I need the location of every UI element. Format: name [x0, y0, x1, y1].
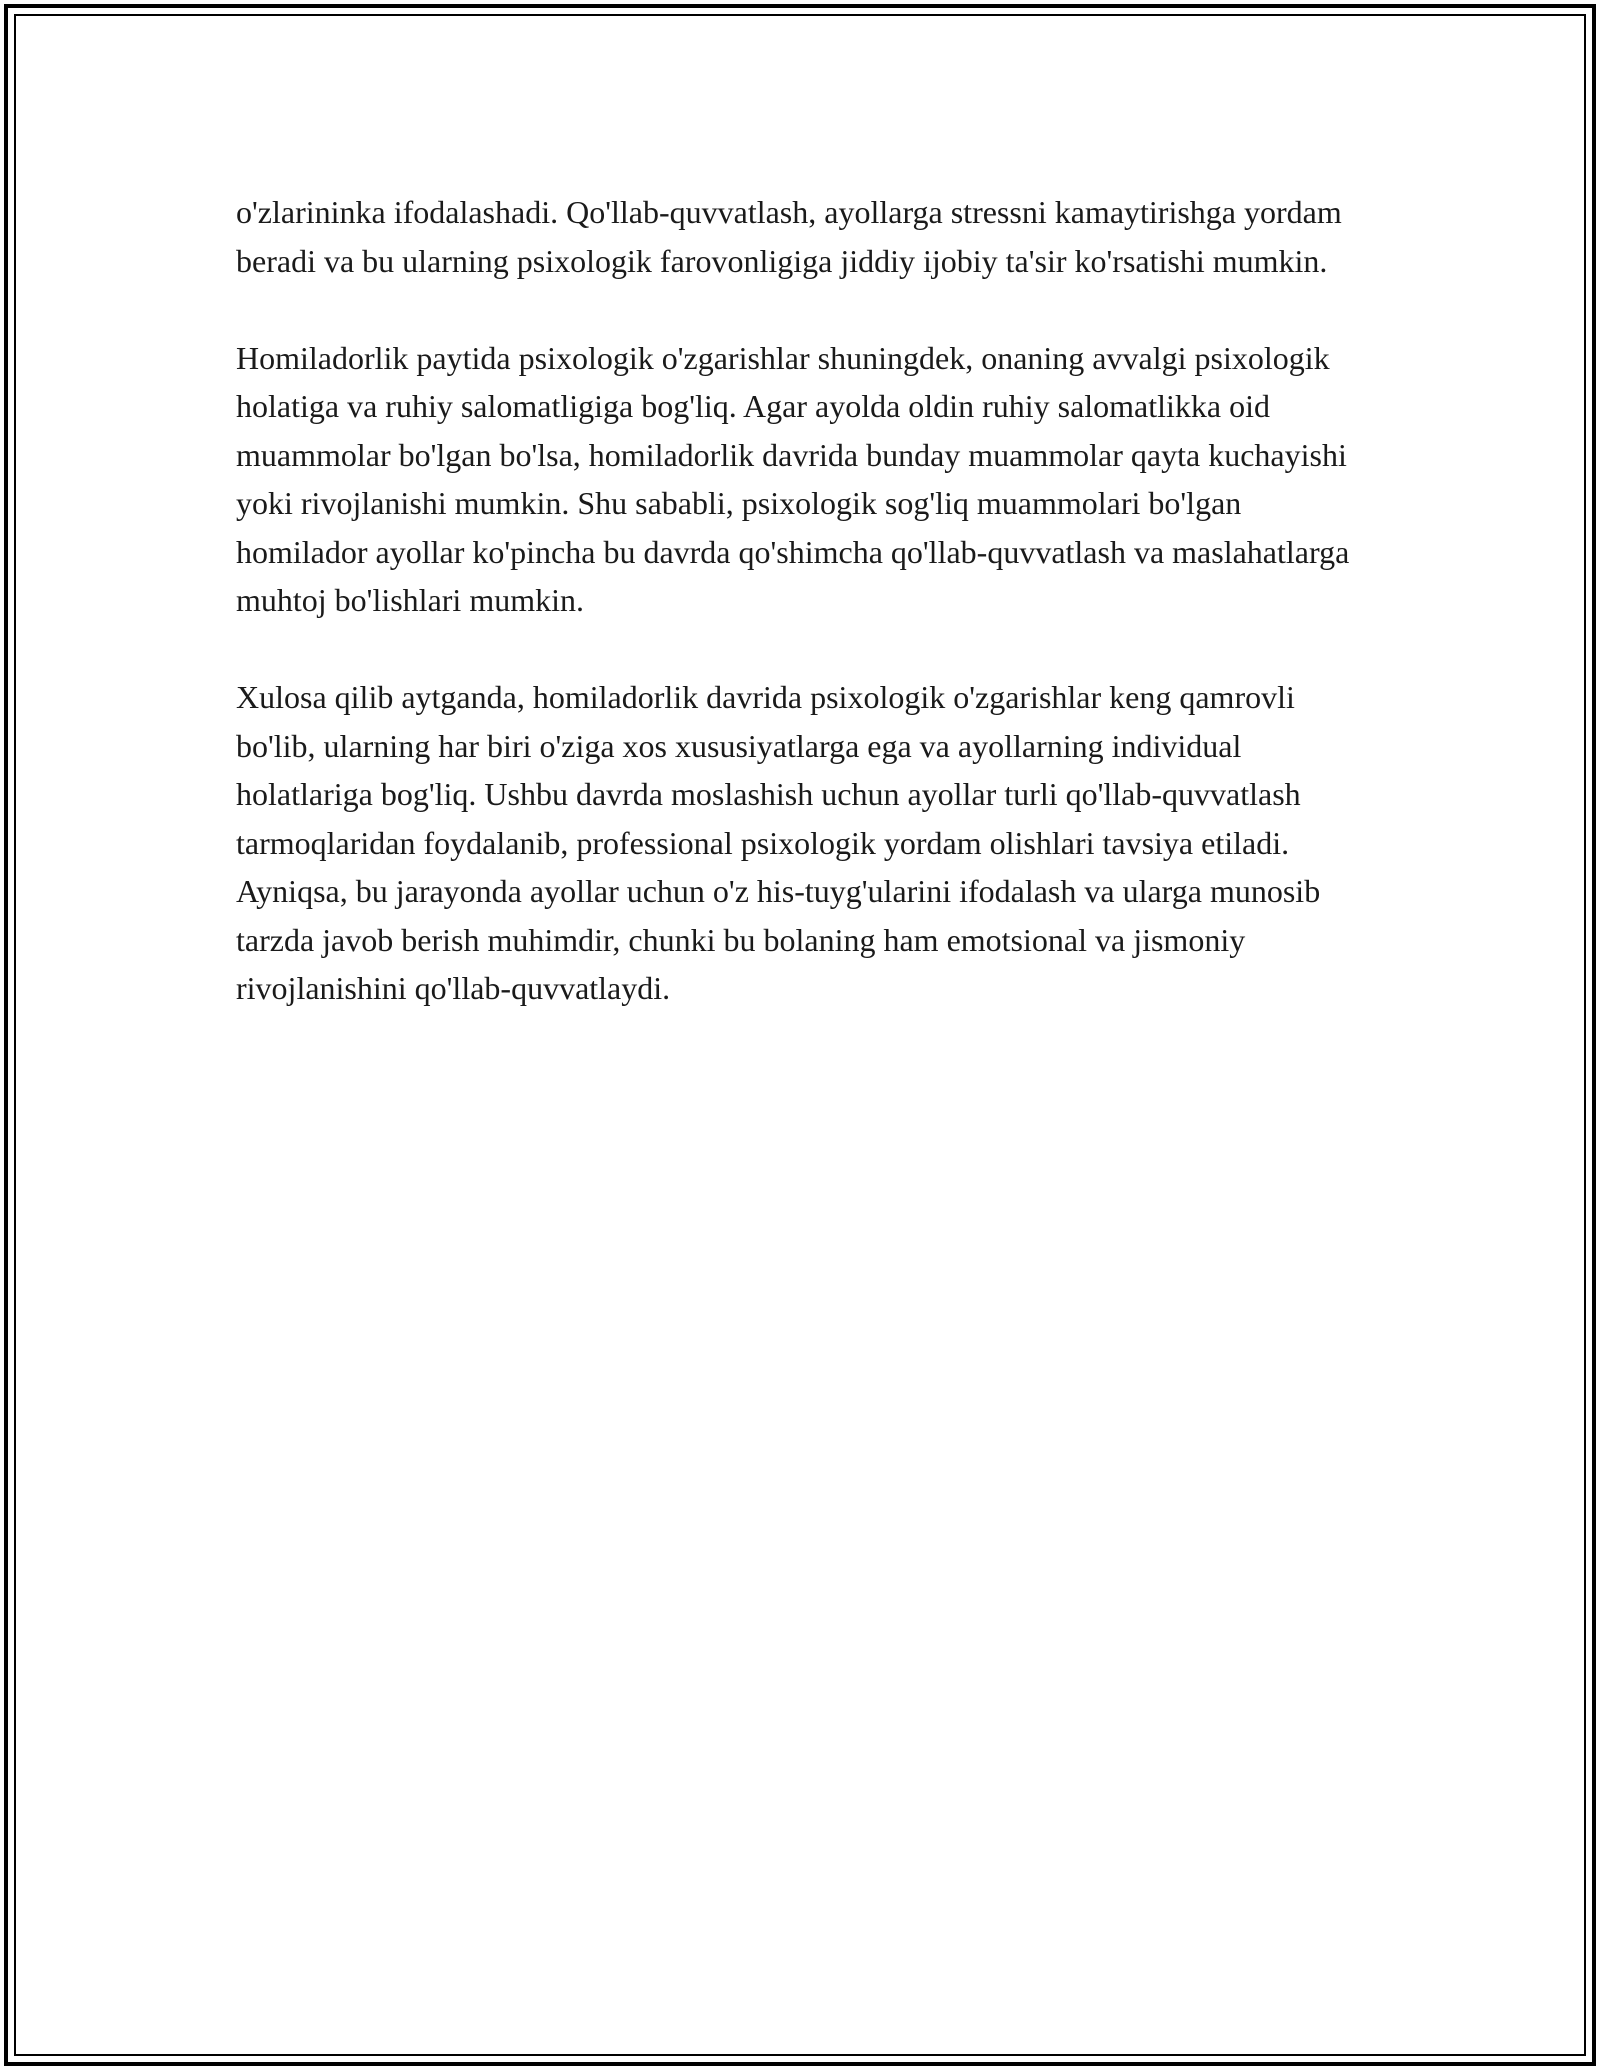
document-body [236, 188, 1366, 1061]
paragraph-2: Homiladorlik paytida psixologik o'zgarishlar shuningdek, onaning avvalgi psixologik holatiga va ruhiy salomatligiga bog'liq. Agar ayolda oldin ruhiy salomatlikka oid muammolar bo'lgan bo'lsa, homiladorlik davrida bunday muammolar qayta kuchayishi yoki rivojlanishi mumkin. Shu sababli, psixologik sog'liq muammolari bo'lgan homilador ayollar ko'pincha bu davrda qo'shimcha qo'llab-quvvatlash va maslahatlarga muhtoj bo'lishlari mumkin. [236, 339, 1350, 618]
paragraph-1: o'zlarininka ifodalashadi. Qo'llab-quvvatlash, ayollarga stressni kamaytirishga yordam beradi va bu ularning psixologik farovonligiga jiddiy ijobiy ta'sir ko'rsatishi mumkin. [236, 194, 1342, 279]
paragraph-3: Xulosa qilib aytganda, homiladorlik davrida psixologik o'zgarishlar keng qamrovli bo'lib, ularning har biri o'ziga xos xususiyatlarga ega va ayollarning individual holatlariga bog'liq. Ushbu davrda moslashish uchun ayollar turli qo'llab-quvvatlash tarmoqlaridan foydalanib, professional psixologik yordam olishlari tavsiya etiladi. Ayniqsa, bu jarayonda ayollar uchun o'z his-tuyg'ularini ifodalash va ularga munosib tarzda javob berish muhimdir, chunki bu bolaning ham emotsional va jismoniy rivojlanishini qo'llab-quvvatlaydi. [236, 679, 1321, 1006]
